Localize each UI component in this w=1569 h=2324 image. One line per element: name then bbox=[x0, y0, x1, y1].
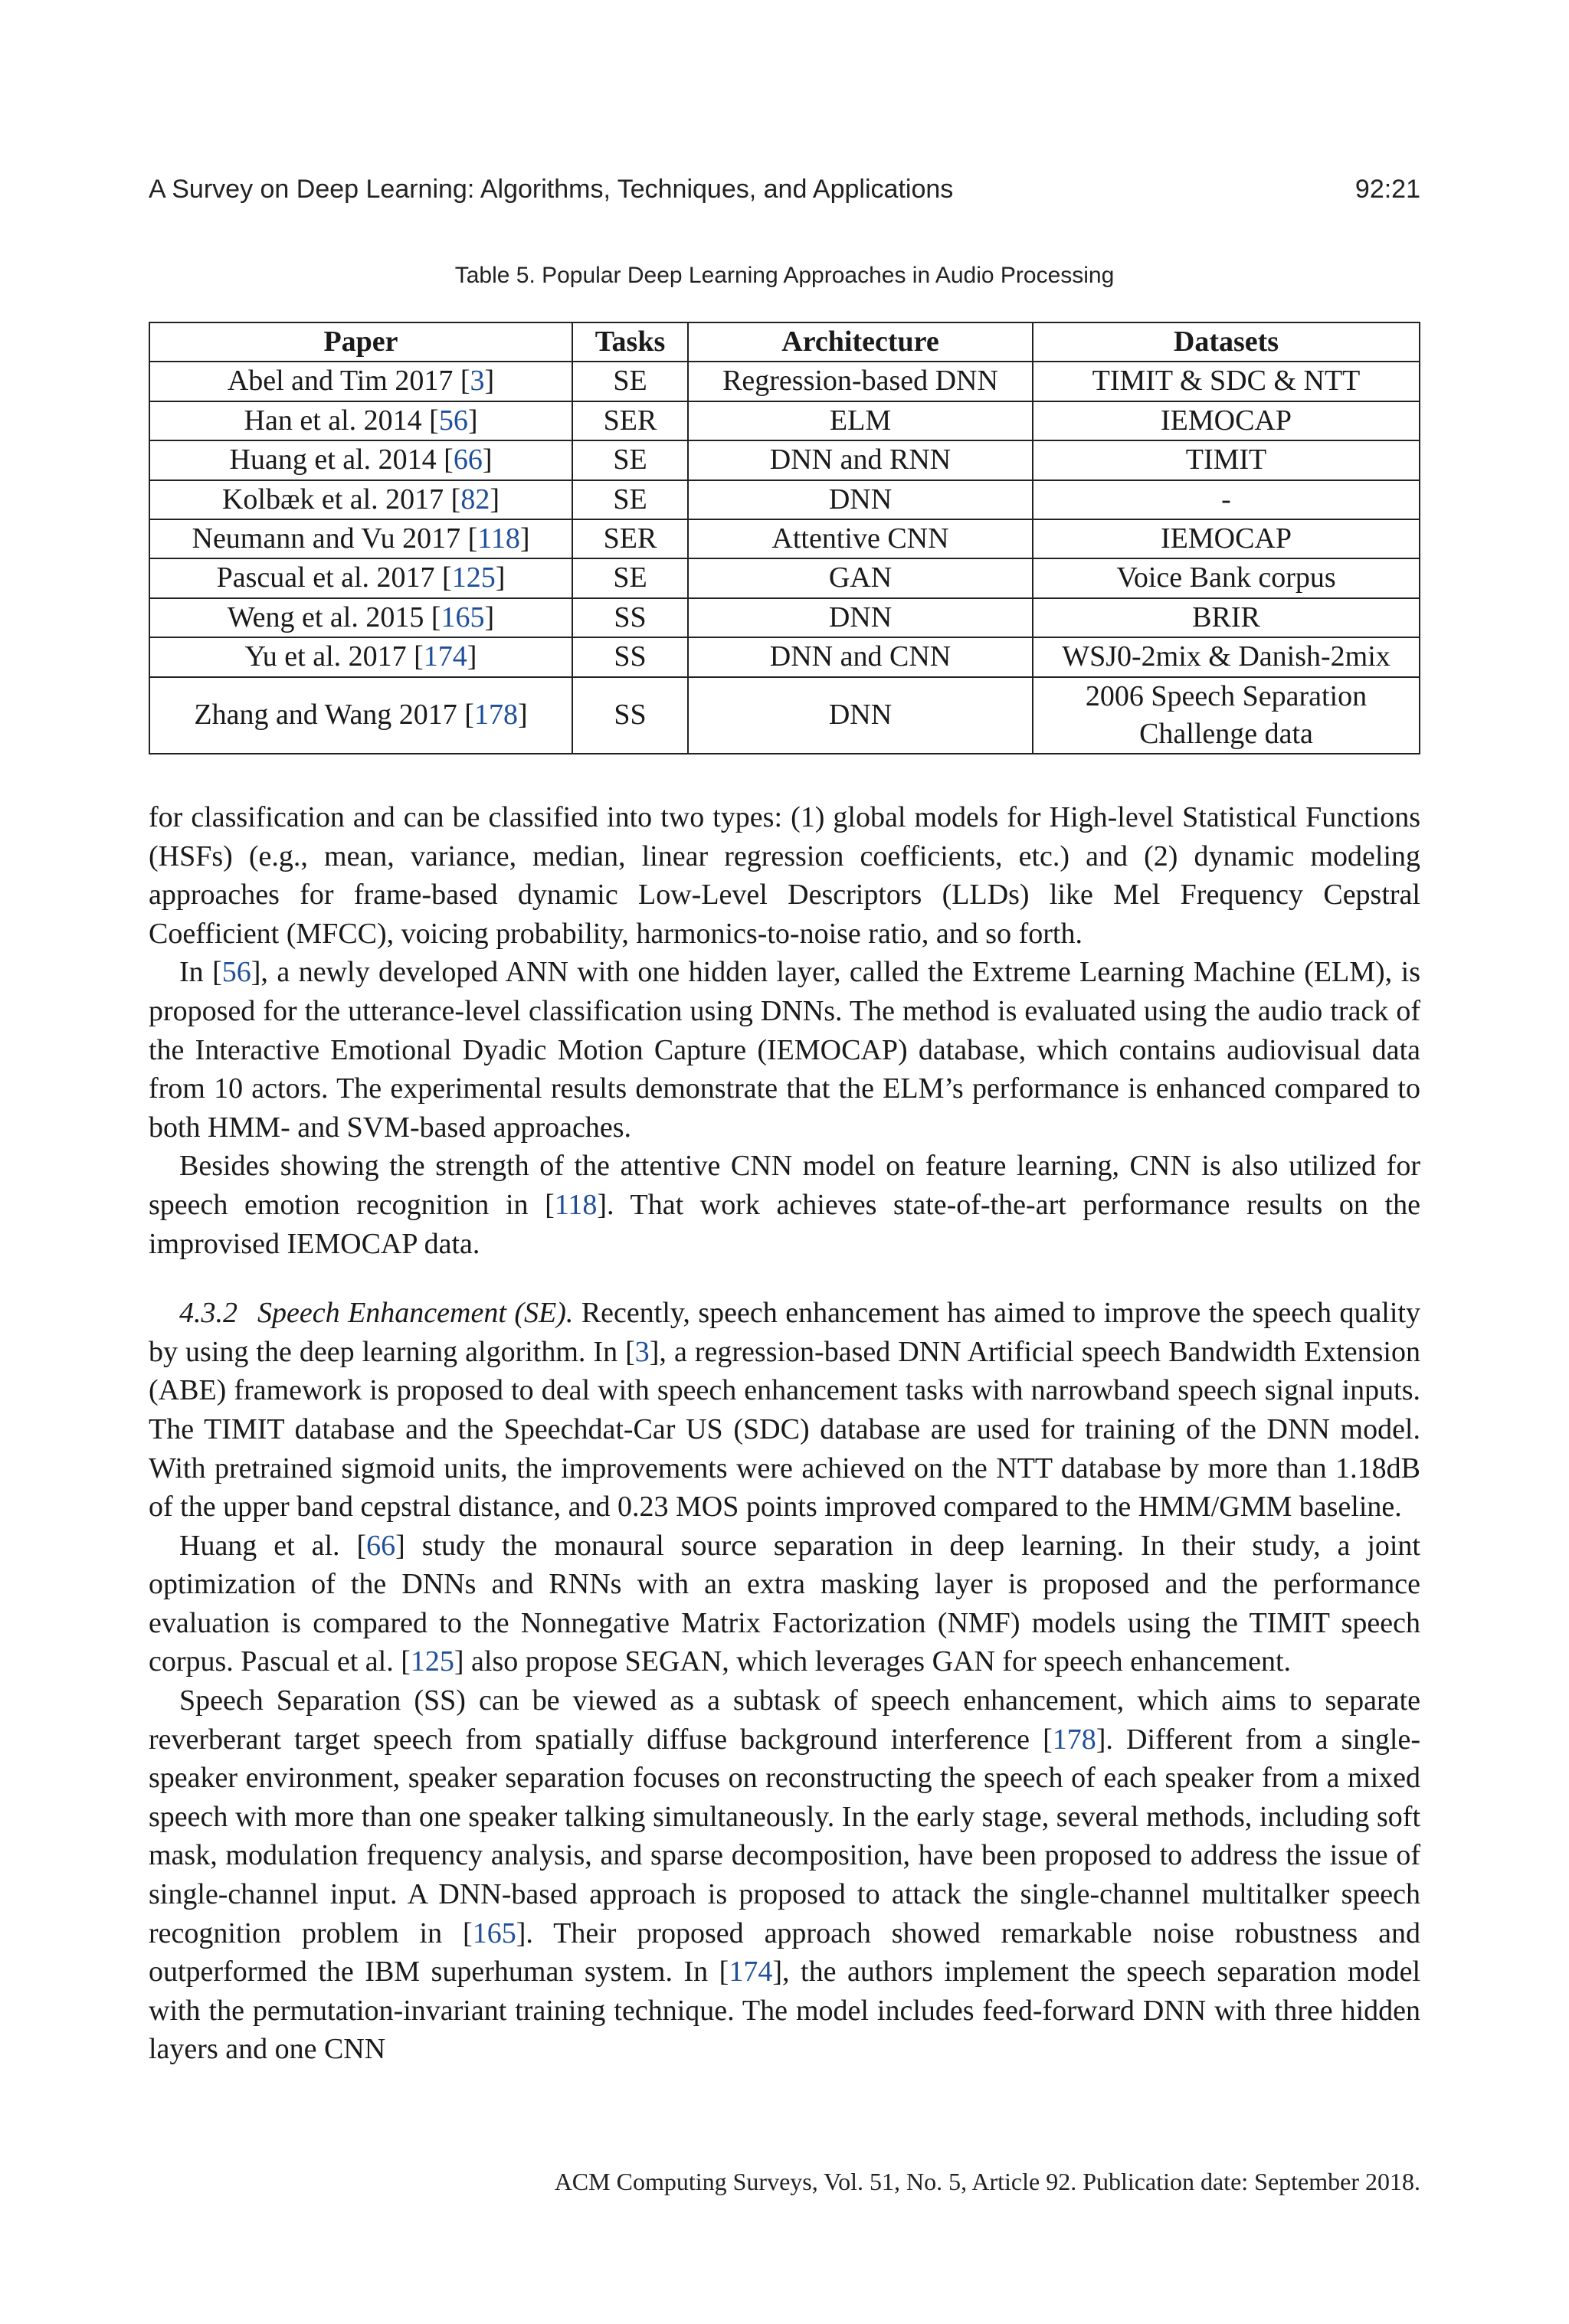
citation-link[interactable]: 178 bbox=[1052, 1723, 1096, 1756]
cell-datasets: TIMIT bbox=[1033, 440, 1420, 480]
datasets-line: 2006 Speech Separation bbox=[1085, 679, 1368, 712]
cell-tasks: SER bbox=[572, 401, 688, 440]
citation-link[interactable]: 56 bbox=[221, 956, 251, 989]
header-tasks: Tasks bbox=[572, 322, 688, 362]
section-paragraph: 4.3.2 Speech Enhancement (SE). Recently, speech enhancement has aimed to improve the speech quality by using the deep learning algorithm. In [3], a regression-based DNN Artificial speech Bandwidth Extension (ABE) framework is proposed to deal with speech enhancement tasks with narrowband speech signal inputs. The TIMIT database and the Speechdat-Car US (SDC) database are used for training of the DNN model. With pretrained sigmoid units, the improvements were achieved on the NTT database by more than 1.18dB of the upper band cepstral distance, and 0.23 MOS points improved compared to the HMM/GMM baseline. bbox=[149, 1297, 1420, 1524]
citation-link[interactable]: 3 bbox=[634, 1335, 650, 1368]
table-row bbox=[149, 598, 1420, 637]
paragraph: Speech Separation (SS) can be viewed as a subtask of speech enhancement, which aims to separate reverberant target speech from spatially diffuse background interference [178]. Different from a single-speaker environment, speaker separation focuses on reconstructing the speech of each speaker from a mixed speech with more than one speaker talking simultaneously. In the early stage, several methods, including soft mask, modulation frequency analysis, and sparse decomposition, have been proposed to address the issue of single-channel input. A DNN-based approach is proposed to attack the single-channel multitalker speech recognition problem in [165]. Their proposed approach showed remarkable noise robustness and outperformed the IBM superhuman system. In [174], the authors implement the speech separation model with the permutation-invariant training technique. The model includes feed-forward DNN with three hidden layers and one CNN bbox=[149, 1684, 1421, 2066]
cell-paper: Abel and Tim 2017 [3] bbox=[149, 362, 572, 401]
cell-architecture: DNN bbox=[688, 677, 1033, 754]
running-title: A Survey on Deep Learning: Algorithms, Techniques, and Applications bbox=[149, 175, 954, 204]
cell-paper: Kolbæk et al. 2017 [82] bbox=[149, 480, 572, 519]
citation-link[interactable]: 125 bbox=[451, 561, 496, 594]
citation-link[interactable]: 174 bbox=[423, 640, 467, 673]
cell-datasets: BRIR bbox=[1033, 598, 1420, 637]
citation-link[interactable]: 125 bbox=[410, 1645, 454, 1678]
citation-link[interactable]: 66 bbox=[453, 444, 483, 476]
table-row bbox=[149, 440, 1420, 480]
cell-paper: Pascual et al. 2017 [125] bbox=[149, 558, 572, 597]
table-row bbox=[149, 519, 1420, 558]
cell-paper: Neumann and Vu 2017 [118] bbox=[149, 519, 572, 558]
cell-architecture: Attentive CNN bbox=[688, 519, 1033, 558]
paragraph: for classification and can be classified into two types: (1) global models for High-level Statistical Functions (HSFs) (e.g., mean, variance, median, linear regression coefficients, etc.) and (2) dynamic modeling approaches for frame-based dynamic Low-Level Descriptors (LLDs) like Mel Frequency Cepstral Coefficient (MFCC), voicing probability, harmonics-to-noise ratio, and so forth. bbox=[149, 801, 1420, 950]
table-caption: Table 5. Popular Deep Learning Approaches in Audio Processing bbox=[454, 263, 1115, 288]
body-text bbox=[149, 798, 1420, 2069]
cell-tasks: SER bbox=[572, 519, 688, 558]
cell-paper: Yu et al. 2017 [174] bbox=[149, 637, 572, 676]
paragraph: Huang et al. [66] study the monaural source separation in deep learning. In their study, a joint optimization of the DNNs and RNNs with an extra masking layer is proposed and the performance evaluation is compared to the Nonnegative Matrix Factorization (NMF) models using the TIMIT speech corpus. Pascual et al. [125] also propose SEGAN, which leverages GAN for speech enhancement. bbox=[149, 1529, 1420, 1678]
table-header-row bbox=[149, 322, 1420, 362]
table-row bbox=[149, 401, 1420, 440]
cell-architecture: DNN and CNN bbox=[688, 637, 1033, 676]
journal-footer: ACM Computing Surveys, Vol. 51, No. 5, Article 92. Publication date: September 2018. bbox=[554, 2168, 1420, 2195]
running-header bbox=[149, 175, 1420, 205]
cell-datasets: Voice Bank corpus bbox=[1033, 558, 1420, 597]
citation-link[interactable]: 174 bbox=[729, 1956, 773, 1988]
citation-link[interactable]: 82 bbox=[460, 483, 490, 516]
table-row bbox=[149, 558, 1420, 597]
cell-tasks: SE bbox=[572, 440, 688, 480]
paragraph: Besides showing the strength of the attentive CNN model on feature learning, CNN is also utilized for speech emotion recognition in [118]. That work achieves state-of-the-art performance results on the improvised IEMOCAP data. bbox=[149, 1150, 1421, 1260]
citation-link[interactable]: 3 bbox=[470, 365, 485, 398]
cell-datasets: - bbox=[1033, 480, 1420, 519]
cell-datasets bbox=[1033, 677, 1420, 754]
table-row bbox=[149, 637, 1420, 676]
citation-link[interactable]: 118 bbox=[477, 522, 520, 555]
page-number: 92:21 bbox=[1354, 175, 1420, 204]
table-row bbox=[149, 480, 1420, 519]
citation-link[interactable]: 66 bbox=[366, 1529, 396, 1562]
cell-paper: Han et al. 2014 [56] bbox=[149, 401, 572, 440]
citation-link[interactable]: 165 bbox=[472, 1916, 516, 1949]
cell-tasks: SE bbox=[572, 558, 688, 597]
cell-architecture: Regression-based DNN bbox=[688, 362, 1033, 401]
cell-datasets: WSJ0-2mix & Danish-2mix bbox=[1033, 637, 1420, 676]
cell-tasks: SE bbox=[572, 362, 688, 401]
citation-link[interactable]: 165 bbox=[441, 601, 485, 633]
cell-architecture: DNN bbox=[688, 598, 1033, 637]
table-row bbox=[149, 362, 1420, 401]
cell-paper: Weng et al. 2015 [165] bbox=[149, 598, 572, 637]
cell-architecture: ELM bbox=[688, 401, 1033, 440]
citation-link[interactable]: 56 bbox=[438, 404, 468, 437]
citation-link[interactable]: 118 bbox=[554, 1188, 598, 1221]
datasets-line: Challenge data bbox=[1139, 717, 1313, 750]
header-datasets: Datasets bbox=[1033, 322, 1420, 362]
cell-tasks: SE bbox=[572, 480, 688, 519]
cell-tasks: SS bbox=[572, 677, 688, 754]
cell-architecture: DNN bbox=[688, 480, 1033, 519]
header-paper: Paper bbox=[149, 322, 572, 362]
cell-paper: Huang et al. 2014 [66] bbox=[149, 440, 572, 480]
cell-datasets: IEMOCAP bbox=[1033, 519, 1420, 558]
citation-link[interactable]: 178 bbox=[473, 699, 518, 732]
cell-tasks: SS bbox=[572, 598, 688, 637]
cell-architecture: GAN bbox=[688, 558, 1033, 597]
cell-datasets: IEMOCAP bbox=[1033, 401, 1420, 440]
cell-paper: Zhang and Wang 2017 [178] bbox=[149, 677, 572, 754]
section-title: Speech Enhancement (SE). bbox=[257, 1297, 574, 1330]
cell-datasets: TIMIT & SDC & NTT bbox=[1033, 362, 1420, 401]
header-architecture: Architecture bbox=[688, 322, 1033, 362]
section-number: 4.3.2 bbox=[179, 1297, 237, 1330]
cell-architecture: DNN and RNN bbox=[688, 440, 1033, 480]
audio-processing-table bbox=[149, 322, 1420, 754]
paragraph: In [56], a newly developed ANN with one hidden layer, called the Extreme Learning Machine (ELM), is proposed for the utterance-level classification using DNNs. The method is evaluated using the audio track of the Interactive Emotional Dyadic Motion Capture (IEMOCAP) database, which contains audiovisual data from 10 actors. The experimental results demonstrate that the ELM’s performance is enhanced compared to both HMM- and SVM-based approaches. bbox=[149, 956, 1420, 1144]
table-row bbox=[149, 677, 1420, 754]
cell-tasks: SS bbox=[572, 637, 688, 676]
